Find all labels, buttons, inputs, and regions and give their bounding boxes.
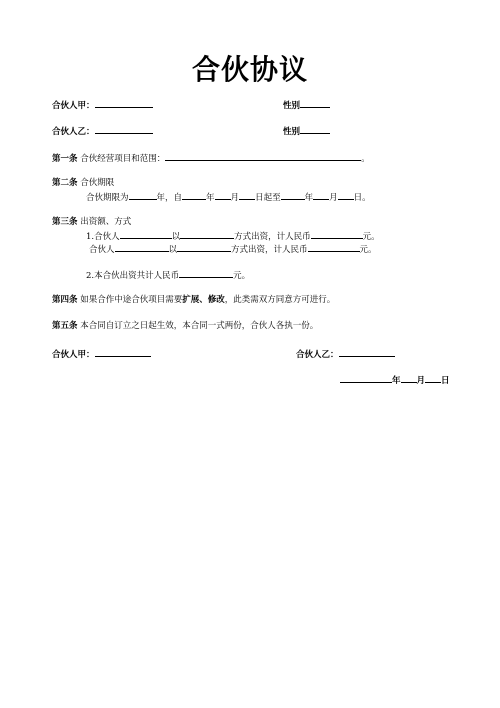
article-4-emphasis: 扩展、修改 [182, 295, 225, 305]
article-4-pre: 如果合作中途合伙项目需要 [80, 295, 183, 305]
signature-party-b [296, 347, 395, 361]
partner-2-amount-blank[interactable] [308, 242, 360, 252]
party-a-gender-blank[interactable] [300, 98, 330, 108]
end-month-blank[interactable] [313, 190, 329, 200]
partner-1-amount-blank[interactable] [311, 229, 363, 239]
term-years-blank[interactable] [129, 190, 157, 200]
article-1-text: 合伙经营项目和范围： [80, 154, 166, 164]
partner-1-name-blank[interactable] [120, 229, 172, 239]
article-2-title: 合伙期限 [80, 178, 115, 188]
party-b-gender-line [283, 124, 330, 138]
contribution-row-2 [89, 242, 377, 256]
article-5 [52, 320, 318, 332]
end-day-blank[interactable] [338, 190, 354, 200]
article-3-label: 第三条 [52, 217, 78, 227]
signature-b-blank[interactable] [339, 347, 395, 357]
party-a-gender-line [283, 98, 330, 112]
article-3-heading [52, 216, 131, 228]
partner-2-method-blank[interactable] [177, 242, 231, 252]
contribution-1-text-2: 以 [171, 232, 181, 242]
party-b-line [52, 124, 153, 138]
date-day-blank[interactable] [425, 373, 441, 383]
signature-party-a [52, 347, 151, 361]
business-scope-blank[interactable] [165, 151, 361, 161]
date-year-label: 年 [392, 376, 401, 386]
signature-b-label: 合伙人乙： [296, 350, 339, 360]
party-b-label: 合伙人乙： [52, 127, 95, 137]
term-text-5: 日起至 [255, 193, 281, 203]
term-text-4: 月 [230, 193, 240, 203]
contribution-1-text-3: 方式出资，计人民币 [234, 232, 311, 242]
article-5-label: 第五条 [52, 321, 78, 331]
article-2-heading [52, 177, 114, 189]
gender-label: 性别 [283, 101, 301, 111]
article-3-title: 出资额、方式 [80, 217, 132, 227]
total-text-2: 元。 [233, 271, 251, 281]
term-text-7: 月 [329, 193, 338, 203]
article-5-text: 本合同自订立之日起生效，本合同一式两份，合伙人各执一份。 [80, 321, 319, 331]
gender-label: 性别 [283, 127, 301, 137]
partner-2-name-blank[interactable] [115, 242, 169, 252]
start-month-blank[interactable] [215, 190, 231, 200]
signature-a-blank[interactable] [95, 347, 151, 357]
signature-a-label: 合伙人甲： [52, 350, 95, 360]
term-text-1: 合伙期限为 [86, 193, 129, 203]
party-b-gender-blank[interactable] [300, 124, 330, 134]
total-amount-blank[interactable] [179, 268, 233, 278]
party-a-line [52, 98, 153, 112]
article-1-end: 。 [361, 154, 370, 164]
article-4 [52, 294, 335, 306]
term-text-8: 日。 [353, 193, 371, 203]
contribution-1-text-4: 元。 [362, 232, 380, 242]
article-4-label: 第四条 [52, 295, 78, 305]
term-text-2: 年，自 [156, 193, 183, 203]
contribution-2-text-4: 元。 [359, 245, 377, 255]
start-day-blank[interactable] [239, 190, 255, 200]
date-year-blank[interactable] [340, 373, 392, 383]
partner-1-method-blank[interactable] [180, 229, 234, 239]
contribution-2-text-1: 合伙人 [89, 245, 115, 255]
term-text-6: 年 [304, 193, 314, 203]
signing-date [340, 373, 450, 387]
date-day-label: 日 [441, 376, 450, 386]
article-2-label: 第二条 [52, 178, 78, 188]
total-text-1: 2.本合伙出资共计人民币 [86, 271, 180, 281]
contribution-row-1 [86, 229, 380, 243]
document-title: 合伙协议 [191, 53, 308, 86]
article-1-label: 第一条 [52, 154, 78, 164]
article-1 [52, 151, 370, 165]
contribution-1-text-1: 1.合伙人 [86, 232, 120, 242]
date-month-label: 月 [416, 376, 426, 386]
contribution-2-text-3: 方式出资，计人民币 [231, 245, 308, 255]
contribution-2-text-2: 以 [168, 245, 178, 255]
total-contribution-line [86, 268, 250, 282]
article-2-term-line [86, 190, 371, 204]
party-b-blank[interactable] [95, 124, 153, 134]
party-a-label: 合伙人甲： [52, 101, 95, 111]
party-a-blank[interactable] [95, 98, 153, 108]
article-4-post: ，此类需双方同意方可进行。 [224, 295, 336, 305]
term-text-3: 年 [206, 193, 215, 203]
start-year-blank[interactable] [182, 190, 206, 200]
date-month-blank[interactable] [401, 373, 417, 383]
end-year-blank[interactable] [281, 190, 305, 200]
